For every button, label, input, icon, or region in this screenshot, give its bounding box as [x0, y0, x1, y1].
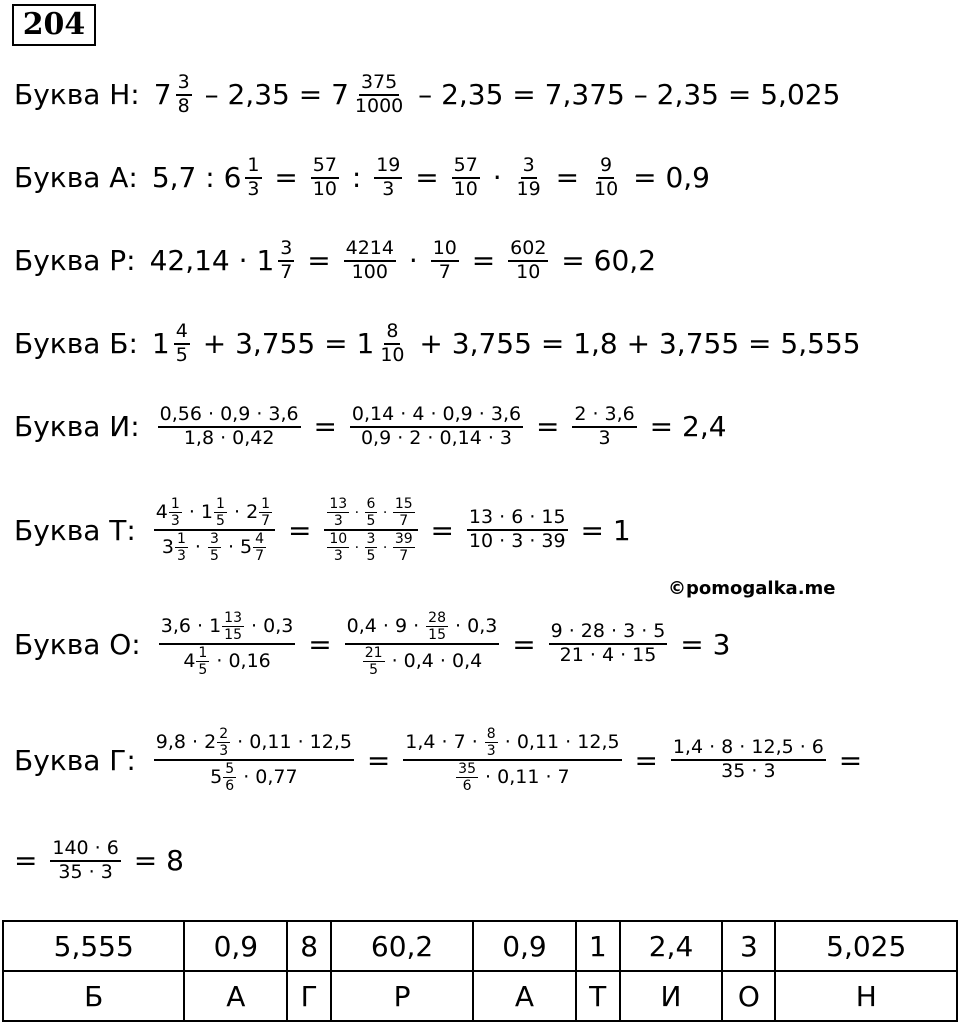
complex-fraction: 0,4 · 9 · $\frac{28}{15}$ · 0,3 $\frac{21}{5}$ · 0,4 · 0,4	[346, 610, 498, 679]
expression-text: 5,7 : 6	[151, 161, 242, 195]
expression-text: 1	[151, 327, 170, 361]
row-label: Буква Р:	[14, 244, 136, 278]
expression-text: = 0,9	[624, 161, 710, 195]
table-cell-letter: Т	[576, 971, 620, 1021]
expression-text: ·	[483, 161, 511, 195]
fraction: $\frac{0,56 \cdot 0,9 \cdot 3,6}{1,8 \cdot 0,42}$	[159, 403, 299, 449]
complex-fraction: 13 3 · 6 5 · 15 7 10 3 · 3 5 · 39 7	[324, 496, 417, 564]
table-cell-value: 0,9	[473, 921, 576, 971]
fraction: $\frac{4214}{100}$	[345, 237, 394, 283]
table-cell-letter: А	[184, 971, 287, 1021]
table-cell-letter: А	[473, 971, 576, 1021]
expression-text: = 2,4	[640, 410, 727, 444]
fraction: $\frac{3}{19}$	[516, 154, 541, 200]
expression-text: + 3,755 = 1,8 + 3,755 = 5,555	[410, 327, 861, 361]
fraction: 4 5	[175, 320, 188, 366]
fraction: $\frac{1}{3}$	[247, 154, 260, 200]
table-cell-value: 0,9	[184, 921, 287, 971]
fraction: $\frac{10}{7}$	[432, 237, 457, 283]
expression-text: =	[265, 161, 307, 195]
fraction: $\frac{57}{10}$	[312, 154, 337, 200]
expression-text: =	[299, 627, 341, 661]
row-letter-r	[14, 238, 656, 284]
expression-text: =	[14, 844, 47, 878]
complex-fraction: 1,4 · 7 · $\frac{8}{3}$ · 0,11 · 12,5 $\frac{35}{6}$ · 0,11 · 7	[405, 726, 620, 795]
expression-text: =	[503, 627, 545, 661]
table-cell-letter: Г	[287, 971, 331, 1021]
table-cell-value: 8	[287, 921, 331, 971]
fraction: $\frac{1,4 \cdot 8 \cdot 12,5 \cdot 6}{35 \cdot 3}$	[672, 736, 824, 783]
expression-text: = 1	[571, 513, 631, 547]
expression-text: =	[546, 161, 588, 195]
expression-text: = 3	[671, 627, 731, 661]
expression-text: =	[625, 743, 667, 777]
complex-fraction: 9,8 · 2 $\frac{2}{3}$ · 0,11 · 12,5 5 $\frac{5}{6}$ · 0,77	[155, 726, 352, 795]
row-label: Буква О:	[14, 627, 141, 661]
answer-table	[2, 920, 958, 1022]
expression-text: =	[406, 161, 448, 195]
expression-text: + 3,755 = 1	[193, 327, 375, 361]
fraction: $\frac{0,14 \cdot 4 \cdot 0,9 \cdot 3,6}{0,9 \cdot 2 \cdot 0,14 \cdot 3}$	[351, 403, 522, 449]
expression-text: =	[304, 410, 346, 444]
row-label: Буква А:	[14, 161, 138, 195]
fraction: $\frac{2 \cdot 3,6}{3}$	[574, 403, 635, 449]
problem-number: 204	[12, 4, 96, 46]
whole-part: 7	[153, 78, 172, 112]
row-letter-o	[14, 610, 730, 678]
table-cell-value: 2,4	[620, 921, 723, 971]
fraction: 3 8	[177, 71, 190, 117]
fraction: $\frac{19}{3}$	[376, 154, 401, 200]
row-letter-n	[14, 72, 840, 118]
row-label: Буква Б:	[14, 327, 138, 361]
table-cell-value: 1	[576, 921, 620, 971]
table-cell-letter: О	[722, 971, 775, 1021]
row-letter-g-continued	[14, 838, 184, 884]
fraction: $\frac{9 \cdot 28 \cdot 3 \cdot 5}{21 \cdot 4 \cdot 15}$	[550, 620, 666, 667]
expression-text: – 2,35 = 7,375 – 2,35 = 5,025	[409, 78, 841, 112]
table-cell-value: 5,025	[775, 921, 957, 971]
expression-text: = 8	[124, 844, 184, 878]
row-label: Буква Г:	[14, 743, 136, 777]
table-cell-value: 5,555	[3, 921, 184, 971]
fraction: $\frac{57}{10}$	[453, 154, 478, 200]
expression-text: = 60,2	[552, 244, 657, 278]
expression-text: =	[357, 743, 400, 777]
fraction: $\frac{3}{7}$	[280, 237, 293, 283]
expression-text: =	[279, 513, 321, 547]
expression-text: =	[462, 244, 505, 278]
row-letter-t	[14, 496, 631, 564]
complex-fraction: 3,6 · 1 $\frac{13}{15}$ · 0,3 4 $\frac{1}{5}$ · 0,16	[160, 610, 294, 679]
fraction: $\frac{9}{10}$	[594, 154, 619, 200]
expression-text: =	[829, 743, 863, 777]
row-letter-a	[14, 155, 710, 201]
table-cell-letter: Б	[3, 971, 184, 1021]
fraction: 8 10	[380, 320, 405, 366]
expression-text: :	[342, 161, 371, 195]
expression-text: =	[298, 244, 340, 278]
table-row-letters	[3, 971, 957, 1021]
row-label: Буква Т:	[14, 513, 136, 547]
watermark: ©pomogalka.me	[668, 578, 836, 599]
row-letter-g	[14, 726, 862, 794]
complex-fraction: 4 $\frac{1}{3}$ · 1 $\frac{1}{5}$ · 2 $\frac{1}{7}$ 3 $\frac{1}{3}$ · $\frac{3}{5}$ · 5 $\frac{4}{7}$	[154, 496, 275, 564]
table-cell-value: 3	[722, 921, 775, 971]
expression-text: ·	[399, 244, 427, 278]
expression-text: – 2,35 = 7	[195, 78, 349, 112]
expression-text: =	[421, 513, 463, 547]
row-letter-i	[14, 404, 727, 450]
row-label: Буква И:	[14, 410, 140, 444]
table-cell-letter: И	[620, 971, 723, 1021]
table-row-values	[3, 921, 957, 971]
fraction: $\frac{140 \cdot 6}{35 \cdot 3}$	[52, 837, 119, 883]
fraction: 375 1000	[354, 71, 404, 117]
table-cell-letter: Н	[775, 971, 957, 1021]
fraction: $\frac{13 \cdot 6 \cdot 15}{10 \cdot 3 \cdot 39}$	[468, 506, 566, 553]
table-cell-letter: Р	[331, 971, 473, 1021]
row-label: Буква Н:	[14, 78, 140, 112]
table-cell-value: 60,2	[331, 921, 473, 971]
row-letter-b	[14, 321, 861, 367]
fraction: $\frac{602}{10}$	[510, 237, 547, 283]
expression-text: 42,14 · 1	[149, 244, 275, 278]
expression-text: =	[527, 410, 569, 444]
